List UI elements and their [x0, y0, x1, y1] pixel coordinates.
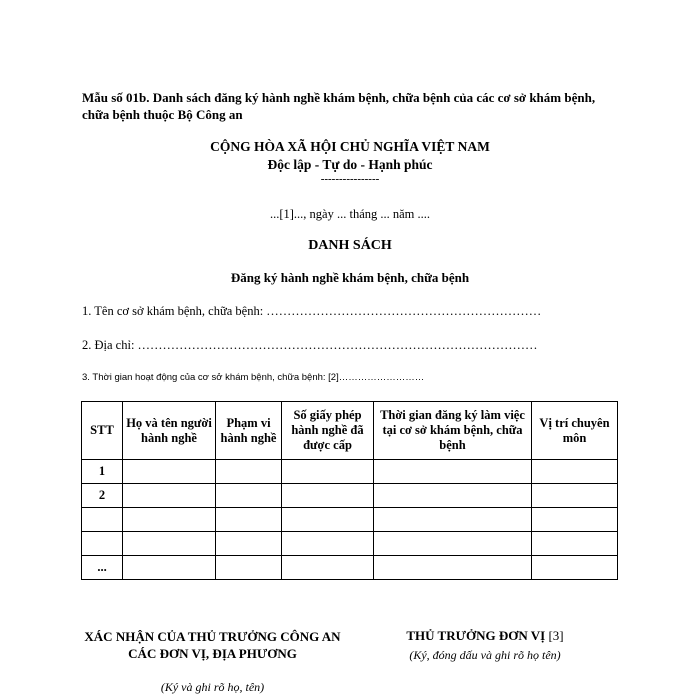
table-cell: 2 — [82, 484, 123, 508]
form-title: Mẫu số 01b. Danh sách đăng ký hành nghề khám bệnh, chữa bệnh của các cơ sở khám bệnh, chữa bệnh thuộc Bộ Công an — [82, 90, 596, 122]
motto-rule: ---------------- — [320, 173, 380, 185]
table-cell — [216, 508, 282, 532]
table-cell: ... — [82, 556, 123, 580]
national-motto-line2: Độc lập - Tự do - Hạnh phúc — [267, 157, 433, 172]
table-cell — [374, 556, 532, 580]
table-cell — [282, 532, 374, 556]
table-row — [82, 484, 618, 508]
col-header-practice-scope: Phạm vi hành nghề — [216, 402, 282, 460]
table-cell — [216, 484, 282, 508]
unit-head-title-text: THỦ TRƯỞNG ĐƠN VỊ — [406, 628, 546, 643]
national-motto-line1: CỘNG HÒA XÃ HỘI CHỦ NGHĨA VIỆT NAM — [210, 139, 490, 154]
registration-table — [81, 401, 618, 580]
table-cell — [532, 532, 618, 556]
col-header-license-number: Số giấy phép hành nghề đã được cấp — [282, 402, 374, 460]
police-head-confirmation-title — [80, 628, 345, 662]
table-cell — [123, 508, 216, 532]
date-line: ...[1]..., ngày ... tháng ... năm .... — [269, 207, 431, 221]
table-cell — [374, 484, 532, 508]
unit-head-signature-note: (Ký, đóng dấu và ghi rõ họ tên) — [409, 648, 561, 662]
table-row — [82, 460, 618, 484]
table-cell — [216, 532, 282, 556]
col-header-registration-time: Thời gian đăng ký làm việc tại cơ sở khám bệnh, chữa bệnh — [374, 402, 532, 460]
col-header-practitioner-name: Họ và tên người hành nghề — [123, 402, 216, 460]
table-cell — [532, 460, 618, 484]
table-cell — [216, 460, 282, 484]
address-field: 2. Địa chỉ: …………………………………………………………………………………… — [82, 338, 538, 352]
table-cell — [374, 460, 532, 484]
table-cell — [123, 484, 216, 508]
table-cell — [532, 508, 618, 532]
table-cell — [532, 556, 618, 580]
table-cell — [82, 532, 123, 556]
unit-head-title — [385, 628, 585, 644]
operating-hours-field: 3. Thời gian hoạt động của cơ sở khám bệnh, chữa bệnh: [2]……………………… — [82, 372, 425, 383]
list-title: DANH SÁCH — [308, 238, 392, 253]
table-cell — [532, 484, 618, 508]
table-row — [82, 556, 618, 580]
police-head-title-line1: XÁC NHẬN CỦA THỦ TRƯỞNG CÔNG AN — [84, 629, 341, 644]
table-cell — [282, 508, 374, 532]
table-row — [82, 532, 618, 556]
table-header-row — [82, 402, 618, 460]
table-cell — [282, 556, 374, 580]
table-cell — [374, 508, 532, 532]
table-cell — [123, 556, 216, 580]
table-cell — [282, 484, 374, 508]
table-cell — [82, 508, 123, 532]
facility-name-field: 1. Tên cơ sở khám bệnh, chữa bệnh: ………………………………………………………… — [82, 304, 542, 318]
col-header-stt: STT — [82, 402, 123, 460]
col-header-position: Vị trí chuyên môn — [532, 402, 618, 460]
table-cell: 1 — [82, 460, 123, 484]
table-row — [82, 508, 618, 532]
table-cell — [123, 460, 216, 484]
police-head-title-line2: CÁC ĐƠN VỊ, ĐỊA PHƯƠNG — [128, 646, 297, 661]
table-cell — [216, 556, 282, 580]
table-cell — [123, 532, 216, 556]
police-head-signature-note: (Ký và ghi rõ họ, tên) — [160, 680, 265, 694]
table-cell — [282, 460, 374, 484]
unit-head-ref: [3] — [545, 628, 564, 643]
table-cell — [374, 532, 532, 556]
list-subtitle: Đăng ký hành nghề khám bệnh, chữa bệnh — [230, 270, 470, 285]
